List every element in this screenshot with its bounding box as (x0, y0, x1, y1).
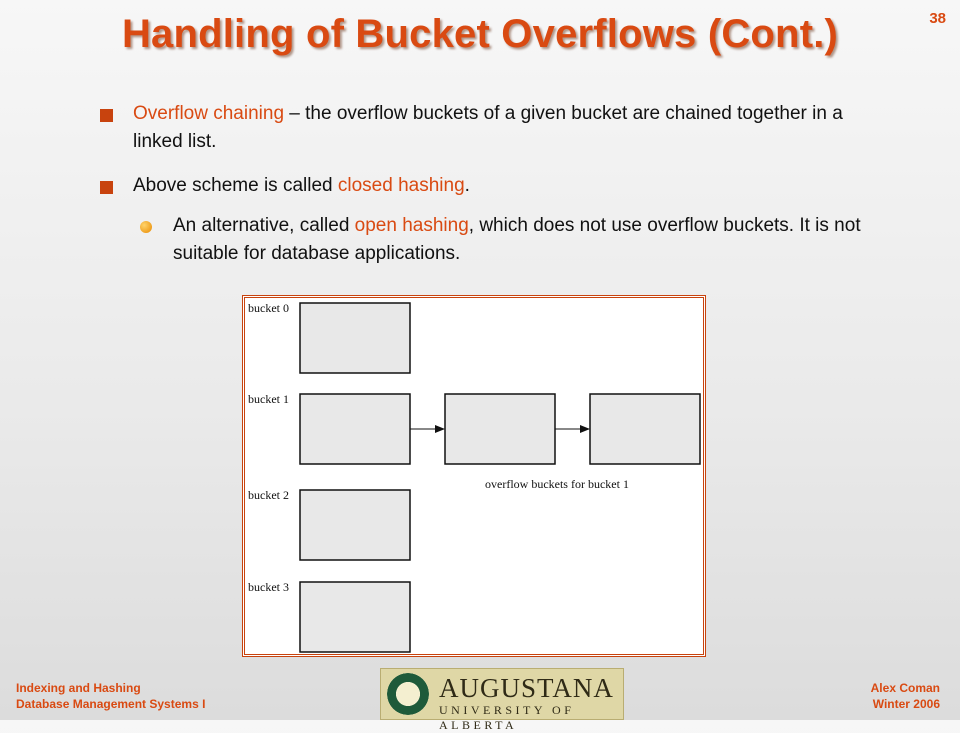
overflow-caption: overflow buckets for bucket 1 (485, 477, 629, 491)
footer-term: Winter 2006 (872, 697, 940, 711)
overflow-bucket-box (445, 394, 555, 464)
slide-title: Handling of Bucket Overflows (Cont.) (121, 12, 839, 56)
square-bullet-icon (100, 181, 113, 194)
bucket-1-label: bucket 1 (248, 392, 289, 406)
bullet-overflow-chaining (100, 100, 880, 156)
square-bullet-icon (100, 109, 113, 122)
sub-bullet-open-hashing (140, 212, 880, 268)
bucket-0-box (300, 303, 410, 373)
bullet-text: Above scheme is called (133, 175, 338, 196)
augustana-logo (380, 668, 624, 732)
slide-number: 38 (929, 10, 946, 27)
slide-content (100, 100, 880, 284)
term-overflow-chaining: Overflow chaining (133, 103, 285, 124)
bucket-2-label: bucket 2 (248, 488, 289, 502)
bucket-2-box (300, 490, 410, 560)
footer-author (871, 680, 940, 712)
circle-bullet-icon (140, 221, 152, 233)
footer-topic: Indexing and Hashing (16, 681, 141, 695)
footer-course-name: Database Management Systems I (16, 697, 206, 711)
logo-name: AUGUSTANA (439, 673, 614, 703)
bullet-closed-hashing (100, 172, 880, 200)
bucket-diagram (245, 298, 703, 654)
university-seal-icon (387, 673, 429, 715)
term-open-hashing: open hashing (354, 215, 469, 236)
bucket-0-label: bucket 0 (248, 301, 289, 315)
footer-course (16, 680, 205, 712)
bucket-3-box (300, 582, 410, 652)
overflow-bucket-box (590, 394, 700, 464)
bucket-1-box (300, 394, 410, 464)
term-closed-hashing: closed hashing (337, 175, 465, 196)
bullet-text: An alternative, called (173, 215, 355, 236)
footer-author-name: Alex Coman (870, 681, 940, 695)
bullet-text: – the overflow buckets of a given bucket are chained together in a linked list. (133, 103, 843, 152)
logo-subtitle: UNIVERSITY OF ALBERTA (439, 703, 575, 732)
bullet-text: . (464, 175, 470, 196)
bucket-3-label: bucket 3 (248, 580, 289, 594)
overflow-chaining-figure (242, 295, 706, 657)
bullet-text: , which does not use overflow buckets. It is not suitable for database applications. (173, 215, 861, 264)
